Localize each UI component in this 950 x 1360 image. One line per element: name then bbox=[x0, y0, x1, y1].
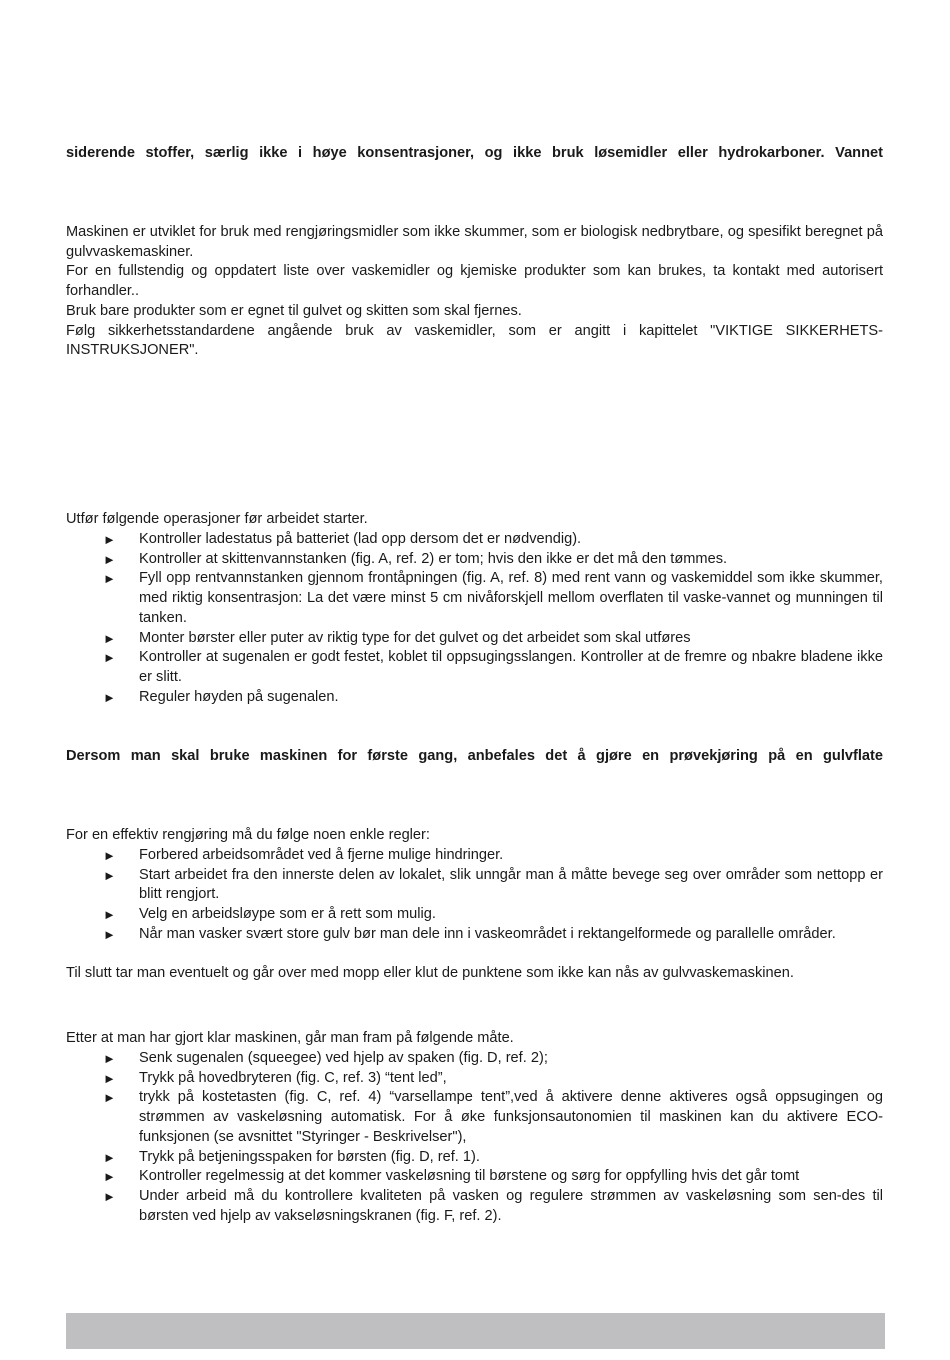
cleaning-rules-closing: Til slutt tar man eventuelt og går over med mopp eller klut de punktene som ikke kan nås av gulvvaskemaskinen. bbox=[66, 965, 794, 981]
list-item-text: Under arbeid må du kontrollere kvaliteten på vasken og regulere strømmen av vaskeløsning som sen-des til børsten ved hjelp av vakseløsningskranen (fig. F, ref. 2). bbox=[139, 1187, 883, 1224]
list-item-text: Start arbeidet fra den innerste delen av lokalet, slik unngår man å måtte bevege seg over områder som nettopp er blitt rengjort. bbox=[139, 866, 883, 903]
bullet-arrow-icon: ► bbox=[103, 1149, 116, 1165]
cleaning-rules-intro: For en effektiv rengjøring må du følge noen enkle regler: bbox=[66, 827, 430, 843]
bullet-arrow-icon: ► bbox=[103, 1090, 116, 1106]
detergent-text: Følg sikkerhetsstandardene angående bruk av vaskemidler, som er angitt i kapittelet "VIKTIGE SIKKERHETS-INSTRUKSJONER". bbox=[66, 322, 883, 359]
list-item-text: Trykk på hovedbryteren (fig. C, ref. 3) “tent led”, bbox=[139, 1069, 447, 1086]
bullet-arrow-icon: ► bbox=[103, 689, 116, 705]
list-item-text: Når man vasker svært store gulv bør man dele inn i vaskeområdet i rektangelformede og parallelle områder. bbox=[139, 925, 836, 942]
list-item bbox=[66, 905, 883, 925]
list-item bbox=[66, 846, 883, 866]
bullet-arrow-icon: ► bbox=[103, 907, 116, 923]
warning-line: siderende stoffer, særlig ikke i høye konsentrasjoner, og ikke bruk løsemidler eller hydrokarboner. Vannet bbox=[66, 145, 883, 161]
list-item-text: Reguler høyden på sugenalen. bbox=[139, 688, 339, 705]
list-item bbox=[66, 1088, 883, 1147]
list-item bbox=[66, 530, 883, 550]
list-item-text: Fyll opp rentvannstanken gjennom frontåpningen (fig. A, ref. 8) med rent vann og vaskemiddel som ikke skummer, med riktig konsentrasjon: La det være minst 5 cm nivåforskjell mellom overflaten til vaske-vannet og munningen til tanken. bbox=[139, 570, 883, 626]
list-item-text: Kontroller at sugenalen er godt festet, koblet til oppsugingsslangen. Kontroller at de fremre og nbakre bladene ikke er slitt. bbox=[139, 649, 883, 685]
list-item-text: Forbered arbeidsområdet ved å fjerne mulige hindringer. bbox=[139, 847, 504, 863]
list-item bbox=[66, 1148, 883, 1168]
list-item bbox=[66, 1167, 883, 1187]
detergent-text: Maskinen er utviklet for bruk med rengjøringsmidler som ikke skummer, som er biologisk nedbrytbare, og spesifikt beregnet på gulvvaskemaskiner. bbox=[66, 224, 883, 260]
bullet-arrow-icon: ► bbox=[103, 848, 116, 863]
list-item bbox=[66, 866, 883, 905]
list-item-text: Kontroller at skittenvannstanken (fig. A, ref. 2) er tom; hvis den ikke er det må den tømmes. bbox=[139, 550, 728, 567]
list-item-text: Kontroller ladestatus på batteriet (lad opp dersom det er nødvendig). bbox=[139, 531, 582, 547]
cleaning-rules-list bbox=[66, 846, 883, 945]
list-item-text: trykk på kostetasten (fig. C, ref. 4) “varsellampe tent”,ved å aktivere denne aktiveres også oppsugingen og strømmen av vaskeløsning automatisk. For å øke funksjonsautonomien til maskinen kan du aktivere ECO-funksjonen (se avsnittet "Styringer - Beskrivelser"), bbox=[139, 1089, 883, 1145]
bullet-arrow-icon: ► bbox=[103, 650, 116, 666]
bullet-arrow-icon: ► bbox=[103, 1188, 116, 1204]
list-item bbox=[66, 1069, 883, 1089]
operation-list bbox=[66, 1049, 883, 1226]
list-item bbox=[66, 1049, 883, 1069]
first-use-note: Dersom man skal bruke maskinen for første gang, anbefales det å gjøre en prøvekjøring på en gulvflate bbox=[66, 748, 883, 764]
list-item bbox=[66, 648, 883, 687]
list-item bbox=[66, 925, 883, 945]
bullet-arrow-icon: ► bbox=[103, 1070, 116, 1086]
bullet-arrow-icon: ► bbox=[103, 867, 116, 883]
bullet-arrow-icon: ► bbox=[103, 1051, 116, 1066]
list-item bbox=[66, 1187, 883, 1226]
detergent-text: For en fullstendig og oppdatert liste over vaskemidler og kjemiske produkter som kan brukes, ta kontakt med autorisert forhandler.. bbox=[66, 263, 883, 300]
list-item-text: Kontroller regelmessig at det kommer vaskeløsning til børstene og sørg for oppfylling hvis det går tomt bbox=[139, 1168, 800, 1185]
operation-intro: Etter at man har gjort klar maskinen, går man fram på følgende måte. bbox=[66, 1030, 514, 1046]
bullet-arrow-icon: ► bbox=[103, 551, 116, 567]
footer-bar bbox=[66, 1313, 885, 1349]
preparation-intro: Utfør følgende operasjoner før arbeidet starter. bbox=[66, 511, 368, 527]
bullet-arrow-icon: ► bbox=[103, 630, 116, 646]
bullet-arrow-icon: ► bbox=[103, 926, 116, 942]
list-item-text: Velg en arbeidsløype som er å rett som mulig. bbox=[139, 906, 436, 923]
list-item bbox=[66, 629, 883, 649]
preparation-list bbox=[66, 530, 883, 707]
list-item bbox=[66, 569, 883, 628]
list-item bbox=[66, 688, 883, 708]
bullet-arrow-icon: ► bbox=[103, 532, 116, 547]
list-item-text: Senk sugenalen (squeegee) ved hjelp av spaken (fig. D, ref. 2); bbox=[139, 1050, 548, 1066]
list-item bbox=[66, 550, 883, 570]
list-item-text: Monter børster eller puter av riktig type for det gulvet og det arbeidet som skal utføres bbox=[139, 629, 691, 646]
detergent-text: Bruk bare produkter som er egnet til gulvet og skitten som skal fjernes. bbox=[66, 302, 522, 319]
bullet-arrow-icon: ► bbox=[103, 571, 116, 587]
list-item-text: Trykk på betjeningsspaken for børsten (fig. D, ref. 1). bbox=[139, 1148, 480, 1165]
bullet-arrow-icon: ► bbox=[103, 1169, 116, 1185]
detergent-section bbox=[66, 223, 883, 361]
